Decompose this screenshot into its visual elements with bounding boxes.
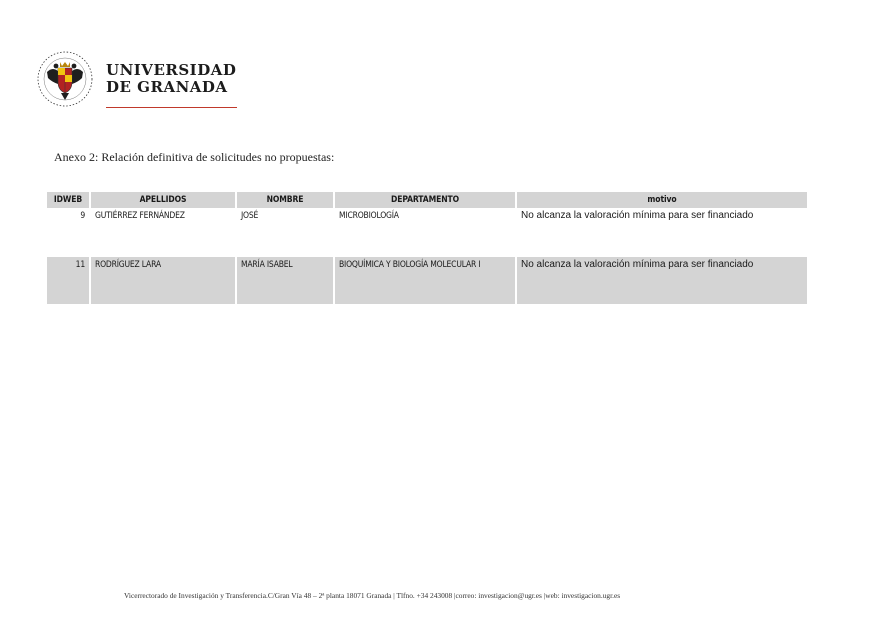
logo-divider	[106, 107, 237, 108]
cell-nombre: JOSÉ	[241, 211, 259, 221]
annex-title: Anexo 2: Relación definitiva de solicitudes no propuestas:	[54, 150, 335, 164]
cell-departamento: MICROBIOLOGÍA	[339, 211, 399, 221]
cell-motivo: No alcanza la valoración mínima para ser financiado	[517, 257, 807, 304]
page-footer: Vicerrectorado de Investigación y Transferencia.C/Gran Vía 48 – 2ª planta 18071 Granada | Tlfno. +34 243008 |correo: investigacion@ugr.es |web: investigacion.ugr.es	[124, 591, 621, 600]
cell-nombre: MARÍA ISABEL	[237, 257, 333, 304]
university-logo	[36, 50, 246, 112]
header-idweb: IDWEB	[47, 192, 89, 208]
header-nombre: NOMBRE	[237, 192, 333, 208]
cell-apellidos: GUTIÉRREZ FERNÁNDEZ	[95, 211, 185, 221]
requests-table	[45, 192, 809, 304]
university-seal-icon	[36, 50, 94, 108]
header-departamento: DEPARTAMENTO	[335, 192, 515, 208]
cell-departamento: BIOQUÍMICA Y BIOLOGÍA MOLECULAR I	[335, 257, 515, 304]
header-apellidos: APELLIDOS	[91, 192, 235, 208]
table-row	[47, 208, 807, 255]
table-row	[47, 257, 807, 304]
cell-apellidos: RODRÍGUEZ LARA	[91, 257, 235, 304]
cell-idweb: 9	[80, 211, 85, 221]
cell-motivo: No alcanza la valoración mínima para ser financiado	[521, 210, 754, 221]
university-name	[106, 62, 236, 96]
university-name-line2: DE GRANADA	[106, 78, 228, 96]
header-motivo: motivo	[517, 192, 807, 208]
table-header-row	[47, 192, 807, 208]
university-name-line1: UNIVERSIDAD	[106, 61, 237, 79]
cell-idweb: 11	[47, 257, 89, 304]
